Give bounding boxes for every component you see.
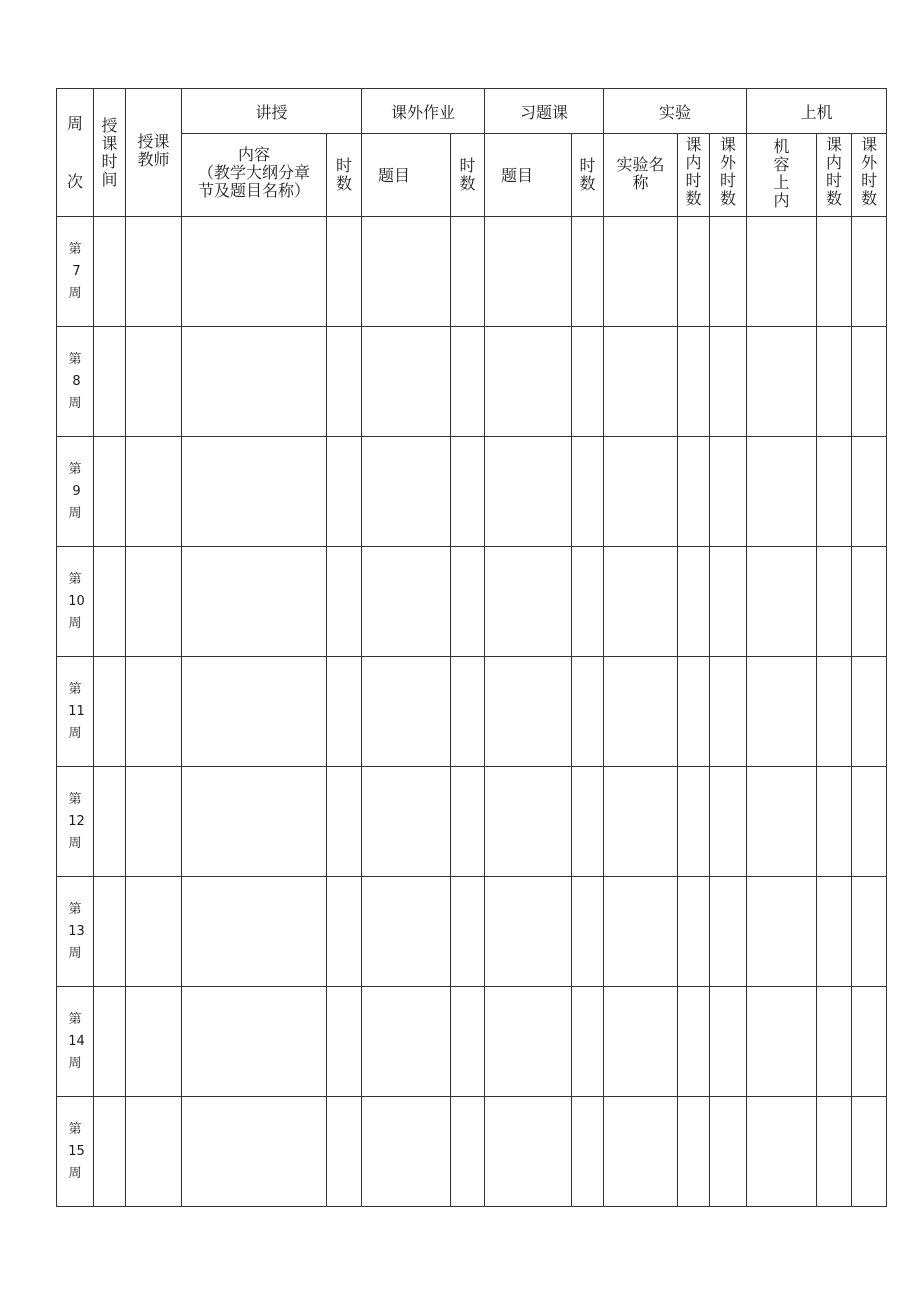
cell-computer-content[interactable] — [747, 877, 817, 987]
cell-computer-in[interactable] — [817, 877, 852, 987]
cell-exercise-topic[interactable] — [485, 437, 572, 547]
cell-teacher[interactable] — [126, 437, 182, 547]
cell-computer-in[interactable] — [817, 1097, 852, 1207]
cell-homework-topic[interactable] — [362, 767, 451, 877]
cell-lecture-content[interactable] — [182, 767, 327, 877]
cell-experiment-out[interactable] — [710, 1097, 747, 1207]
cell-experiment-in[interactable] — [678, 877, 710, 987]
week-row-12 — [57, 767, 887, 877]
cell-lecture-content[interactable] — [182, 987, 327, 1097]
cell-computer-content[interactable] — [747, 327, 817, 437]
cell-lecture-content[interactable] — [182, 217, 327, 327]
cell-lecture-content[interactable] — [182, 1097, 327, 1207]
cell-experiment-out[interactable] — [710, 217, 747, 327]
cell-experiment-in[interactable] — [678, 217, 710, 327]
cell-time[interactable] — [94, 657, 126, 767]
cell-computer-out[interactable] — [852, 767, 887, 877]
header-experiment-out-hours: 课外时数 — [710, 134, 747, 217]
cell-computer-in[interactable] — [817, 217, 852, 327]
week-rows — [57, 217, 887, 1207]
cell-teacher[interactable] — [126, 657, 182, 767]
cell-experiment-name[interactable] — [604, 547, 678, 657]
cell-teacher[interactable] — [126, 217, 182, 327]
cell-teacher[interactable] — [126, 877, 182, 987]
cell-experiment-name[interactable] — [604, 877, 678, 987]
cell-homework-hours[interactable] — [451, 1097, 485, 1207]
header-experiment: 实验 — [604, 89, 747, 134]
cell-experiment-out[interactable] — [710, 767, 747, 877]
cell-teacher[interactable] — [126, 987, 182, 1097]
week-row-7 — [57, 217, 887, 327]
week-row-11 — [57, 657, 887, 767]
week-label-10: 第 10 周 — [57, 547, 94, 657]
cell-experiment-out[interactable] — [710, 877, 747, 987]
header-homework: 课外作业 — [362, 89, 485, 134]
header-lecture: 讲授 — [182, 89, 362, 134]
cell-exercise-hours[interactable] — [572, 767, 604, 877]
cell-experiment-in[interactable] — [678, 987, 710, 1097]
header-homework-topic: 题目 — [362, 134, 451, 217]
cell-computer-content[interactable] — [747, 987, 817, 1097]
week-row-13 — [57, 877, 887, 987]
cell-exercise-topic[interactable] — [485, 547, 572, 657]
cell-time[interactable] — [94, 547, 126, 657]
header-row-groups — [57, 89, 887, 134]
header-exercise-topic: 题目 — [485, 134, 572, 217]
cell-homework-topic[interactable] — [362, 437, 451, 547]
week-row-15 — [57, 1097, 887, 1207]
cell-homework-topic[interactable] — [362, 1097, 451, 1207]
cell-experiment-in[interactable] — [678, 437, 710, 547]
cell-experiment-out[interactable] — [710, 437, 747, 547]
cell-experiment-in[interactable] — [678, 1097, 710, 1207]
week-label-9: 第 9 周 — [57, 437, 94, 547]
cell-computer-in[interactable] — [817, 437, 852, 547]
cell-computer-content[interactable] — [747, 217, 817, 327]
cell-exercise-hours[interactable] — [572, 327, 604, 437]
cell-experiment-in[interactable] — [678, 547, 710, 657]
cell-lecture-hours[interactable] — [327, 877, 362, 987]
cell-exercise-topic[interactable] — [485, 877, 572, 987]
header-homework-hours: 时数 — [451, 134, 485, 217]
cell-time[interactable] — [94, 327, 126, 437]
cell-homework-hours[interactable] — [451, 437, 485, 547]
cell-lecture-content[interactable] — [182, 877, 327, 987]
week-label-7: 第 7 周 — [57, 217, 94, 327]
cell-lecture-content[interactable] — [182, 547, 327, 657]
header-week-top: 周 — [66, 113, 83, 133]
cell-exercise-hours[interactable] — [572, 657, 604, 767]
cell-experiment-name[interactable] — [604, 327, 678, 437]
header-week — [57, 89, 94, 217]
cell-lecture-hours[interactable] — [327, 547, 362, 657]
cell-lecture-hours[interactable] — [327, 987, 362, 1097]
cell-experiment-in[interactable] — [678, 657, 710, 767]
cell-computer-in[interactable] — [817, 327, 852, 437]
cell-exercise-hours[interactable] — [572, 437, 604, 547]
header-time: 授课时间 — [94, 89, 126, 217]
cell-computer-out[interactable] — [852, 657, 887, 767]
cell-experiment-in[interactable] — [678, 327, 710, 437]
teaching-schedule-table — [56, 88, 887, 1207]
cell-time[interactable] — [94, 1097, 126, 1207]
cell-computer-out[interactable] — [852, 217, 887, 327]
header-computer-content: 机容上内 — [747, 134, 817, 217]
cell-exercise-topic[interactable] — [485, 987, 572, 1097]
cell-experiment-out[interactable] — [710, 547, 747, 657]
cell-computer-content[interactable] — [747, 437, 817, 547]
cell-homework-hours[interactable] — [451, 327, 485, 437]
cell-experiment-in[interactable] — [678, 767, 710, 877]
week-label-12: 第 12 周 — [57, 767, 94, 877]
cell-homework-hours[interactable] — [451, 987, 485, 1097]
cell-computer-out[interactable] — [852, 547, 887, 657]
cell-homework-hours[interactable] — [451, 217, 485, 327]
header-computer: 上机 — [747, 89, 887, 134]
cell-experiment-name[interactable] — [604, 987, 678, 1097]
cell-computer-content[interactable] — [747, 767, 817, 877]
header-experiment-name: 实验名 称 — [604, 134, 678, 217]
week-row-10 — [57, 547, 887, 657]
cell-computer-content[interactable] — [747, 657, 817, 767]
week-row-8 — [57, 327, 887, 437]
cell-homework-hours[interactable] — [451, 877, 485, 987]
cell-exercise-topic[interactable] — [485, 327, 572, 437]
cell-experiment-out[interactable] — [710, 327, 747, 437]
cell-exercise-hours[interactable] — [572, 1097, 604, 1207]
cell-teacher[interactable] — [126, 1097, 182, 1207]
header-exercise: 习题课 — [485, 89, 604, 134]
cell-computer-out[interactable] — [852, 877, 887, 987]
cell-homework-hours[interactable] — [451, 547, 485, 657]
cell-experiment-out[interactable] — [710, 987, 747, 1097]
cell-experiment-name[interactable] — [604, 657, 678, 767]
cell-computer-out[interactable] — [852, 1097, 887, 1207]
cell-exercise-hours[interactable] — [572, 877, 604, 987]
cell-experiment-name[interactable] — [604, 437, 678, 547]
week-label-8: 第 8 周 — [57, 327, 94, 437]
cell-homework-hours[interactable] — [451, 657, 485, 767]
header-week-bottom: 次 — [66, 171, 83, 191]
cell-computer-out[interactable] — [852, 987, 887, 1097]
header-lecture-content: 内容 （教学大纲分章 节及题目名称） — [182, 134, 327, 217]
cell-teacher[interactable] — [126, 767, 182, 877]
cell-computer-content[interactable] — [747, 547, 817, 657]
cell-lecture-hours[interactable] — [327, 1097, 362, 1207]
cell-lecture-hours[interactable] — [327, 217, 362, 327]
week-row-9 — [57, 437, 887, 547]
cell-exercise-topic[interactable] — [485, 1097, 572, 1207]
cell-homework-topic[interactable] — [362, 547, 451, 657]
week-label-11: 第 11 周 — [57, 657, 94, 767]
cell-homework-topic[interactable] — [362, 657, 451, 767]
cell-exercise-topic[interactable] — [485, 657, 572, 767]
header-row-subcolumns — [57, 134, 887, 217]
week-row-14 — [57, 987, 887, 1097]
cell-homework-topic[interactable] — [362, 217, 451, 327]
cell-homework-topic[interactable] — [362, 327, 451, 437]
cell-lecture-hours[interactable] — [327, 327, 362, 437]
cell-computer-out[interactable] — [852, 437, 887, 547]
cell-homework-hours[interactable] — [451, 767, 485, 877]
cell-computer-content[interactable] — [747, 1097, 817, 1207]
week-label-15: 第 15 周 — [57, 1097, 94, 1207]
cell-lecture-hours[interactable] — [327, 437, 362, 547]
cell-exercise-hours[interactable] — [572, 547, 604, 657]
cell-computer-in[interactable] — [817, 987, 852, 1097]
cell-computer-in[interactable] — [817, 767, 852, 877]
cell-experiment-name[interactable] — [604, 1097, 678, 1207]
cell-lecture-hours[interactable] — [327, 767, 362, 877]
cell-time[interactable] — [94, 767, 126, 877]
cell-homework-topic[interactable] — [362, 987, 451, 1097]
cell-computer-in[interactable] — [817, 547, 852, 657]
cell-computer-in[interactable] — [817, 657, 852, 767]
cell-computer-out[interactable] — [852, 327, 887, 437]
cell-exercise-topic[interactable] — [485, 767, 572, 877]
cell-time[interactable] — [94, 987, 126, 1097]
header-exercise-hours: 时数 — [572, 134, 604, 217]
cell-exercise-hours[interactable] — [572, 987, 604, 1097]
week-label-14: 第 14 周 — [57, 987, 94, 1097]
header-experiment-in-hours: 课内时数 — [678, 134, 710, 217]
cell-time[interactable] — [94, 877, 126, 987]
cell-teacher[interactable] — [126, 547, 182, 657]
header-computer-in-hours: 课内时数 — [817, 134, 852, 217]
cell-experiment-name[interactable] — [604, 217, 678, 327]
cell-homework-topic[interactable] — [362, 877, 451, 987]
cell-lecture-content[interactable] — [182, 437, 327, 547]
cell-experiment-out[interactable] — [710, 657, 747, 767]
header-teacher: 授课教师 — [126, 89, 182, 217]
cell-time[interactable] — [94, 217, 126, 327]
cell-lecture-content[interactable] — [182, 657, 327, 767]
cell-exercise-topic[interactable] — [485, 217, 572, 327]
cell-lecture-content[interactable] — [182, 327, 327, 437]
cell-exercise-hours[interactable] — [572, 217, 604, 327]
header-computer-out-hours: 课外时数 — [852, 134, 887, 217]
cell-teacher[interactable] — [126, 327, 182, 437]
cell-time[interactable] — [94, 437, 126, 547]
cell-lecture-hours[interactable] — [327, 657, 362, 767]
cell-experiment-name[interactable] — [604, 767, 678, 877]
week-label-13: 第 13 周 — [57, 877, 94, 987]
header-lecture-hours: 时数 — [327, 134, 362, 217]
